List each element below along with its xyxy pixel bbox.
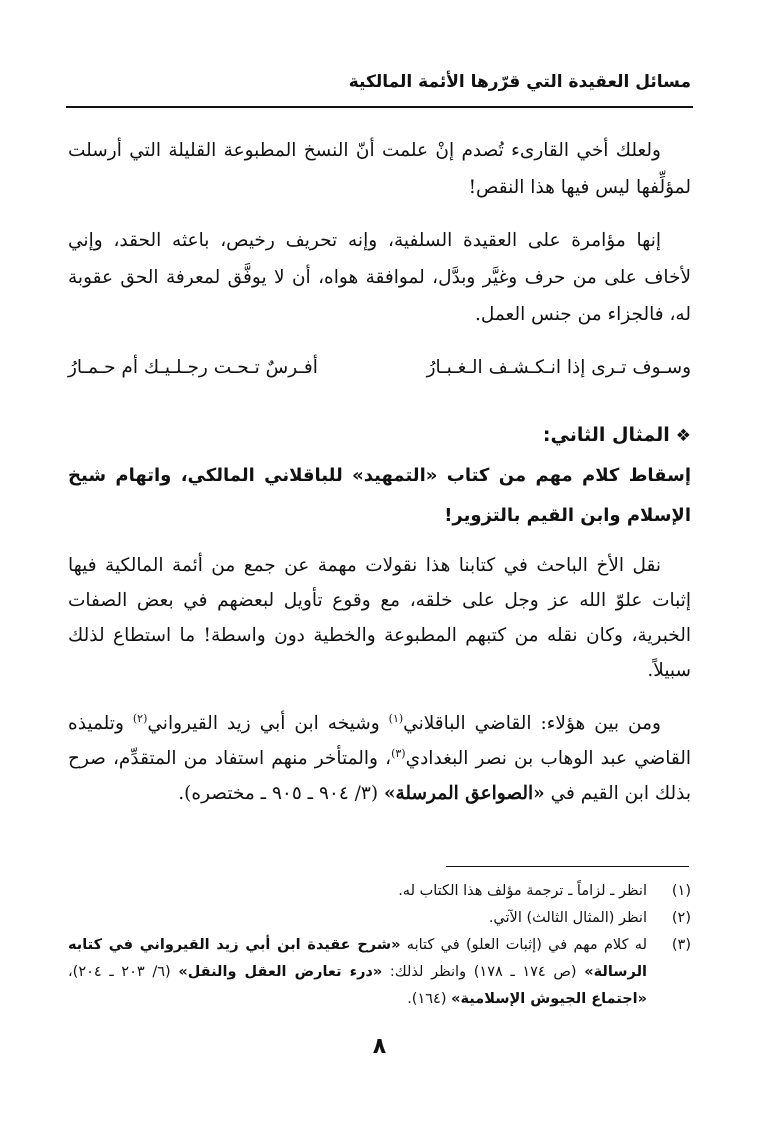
footnote-1 bbox=[68, 878, 691, 905]
footnote-text-part: له كلام مهم في (إثبات العلو) في كتابه bbox=[400, 937, 648, 953]
paragraph-1: ولعلك أخي القارىء تُصدم إنْ علمت أنّ النسخ المطبوعة القليلة التي أرسلت لمؤلِّفها ليس فيها هذا النقص! bbox=[68, 140, 691, 198]
footnote-ref-2[interactable]: (٢) bbox=[132, 711, 148, 725]
paragraph-4-text: ومن بين هؤلاء: القاضي الباقلاني bbox=[403, 713, 661, 734]
diamond-bullet-icon: ❖ bbox=[675, 426, 691, 446]
footnote-book-title: «درء تعارض العقل والنقل» bbox=[178, 964, 383, 980]
section-heading bbox=[291, 420, 691, 451]
footnote-divider bbox=[446, 866, 689, 867]
footnote-text-part: (١٦٤). bbox=[407, 991, 452, 1007]
footnote-text-part: (ص ١٧٤ ـ ١٧٨) وانظر لذلك: bbox=[382, 964, 585, 980]
footnote-2 bbox=[68, 905, 691, 932]
running-header: مسائل العقيدة التي قرّرها الأئمة المالكية bbox=[348, 72, 691, 92]
section-subtitle: إسقاط كلام مهم من كتاب «التمهيد» للباقلاني المالكي، واتهام شيخ الإسلام وابن القيم بالتزوير! bbox=[68, 465, 691, 526]
footnotes bbox=[68, 878, 691, 1013]
verse-first-hemistich: وسـوف تـرى إذا انـكـشـف الـغـبـارُ bbox=[426, 357, 691, 378]
paragraph-4-text: ، والمتأخر منهم استفاد من المتقدِّم، صرح بذلك ابن القيم في bbox=[68, 748, 691, 804]
footnote-book-title: «شرح عقيدة ابن أبي زيد القيرواني في كتابه الرسالة» bbox=[68, 937, 647, 980]
footnote-text bbox=[68, 937, 647, 1007]
paragraph-4-text: وتلميذه القاضي عبد الوهاب بن نصر البغدادي bbox=[68, 713, 691, 769]
footnote-ref-3[interactable]: (٣) bbox=[391, 746, 406, 760]
footnote-3 bbox=[68, 932, 691, 1013]
paragraph-4 bbox=[68, 706, 691, 811]
paragraph-4-text: وشيخه ابن أبي زيد القيرواني bbox=[147, 713, 389, 734]
footnote-ref-1[interactable]: (١) bbox=[388, 711, 404, 725]
book-title-citation: «الصواعق المرسلة» bbox=[383, 783, 545, 804]
paragraph-4-text: (٣/ ٩٠٤ ـ ٩٠٥ ـ مختصره). bbox=[178, 783, 384, 804]
paragraph-3: نقل الأخ الباحث في كتابنا هذا نقولات مهمة عن جمع من أئمة المالكية فيها إثبات علوّ الله عز وجل على خلقه، مع وقوع تأويل لبعضهم في بعض الصفات الخبرية، وكان نقله من كتبهم المطبوعة والخطية دون واسطة! ما استطاع لذلك سبيلاً. bbox=[68, 555, 691, 681]
footnote-book-title: «اجتماع الجيوش الإسلامية» bbox=[451, 991, 647, 1007]
header-divider bbox=[66, 106, 693, 108]
page-number: ٨ bbox=[372, 1034, 387, 1059]
footnote-number: (٣) bbox=[671, 937, 691, 953]
footnote-text-part: (٦/ ٢٠٣ ـ ٢٠٤)، bbox=[68, 964, 179, 980]
paragraph-2: إنها مؤامرة على العقيدة السلفية، وإنه تحريف رخيص، باعثه الحقد، وإني لأخاف على من حرف وغيَّر وبدَّل، لموافقة هواه، أن لا يوفَّق لمعرفة الحق عقوبة له، فالجزاء من جنس العمل. bbox=[68, 230, 691, 325]
footnote-number: (٢) bbox=[671, 910, 691, 926]
footnote-text: انظر ـ لزاماً ـ ترجمة مؤلف هذا الكتاب له. bbox=[398, 883, 647, 899]
footnote-text: انظر (المثال الثالث) الآتي. bbox=[488, 910, 647, 926]
footnote-number: (١) bbox=[671, 883, 691, 899]
section-heading-text: المثال الثاني: bbox=[542, 424, 670, 446]
verse-second-hemistich: أفـرسٌ تـحـت رجـلـيـك أم حـمـارُ bbox=[68, 357, 318, 378]
poetry-verse bbox=[68, 350, 691, 386]
